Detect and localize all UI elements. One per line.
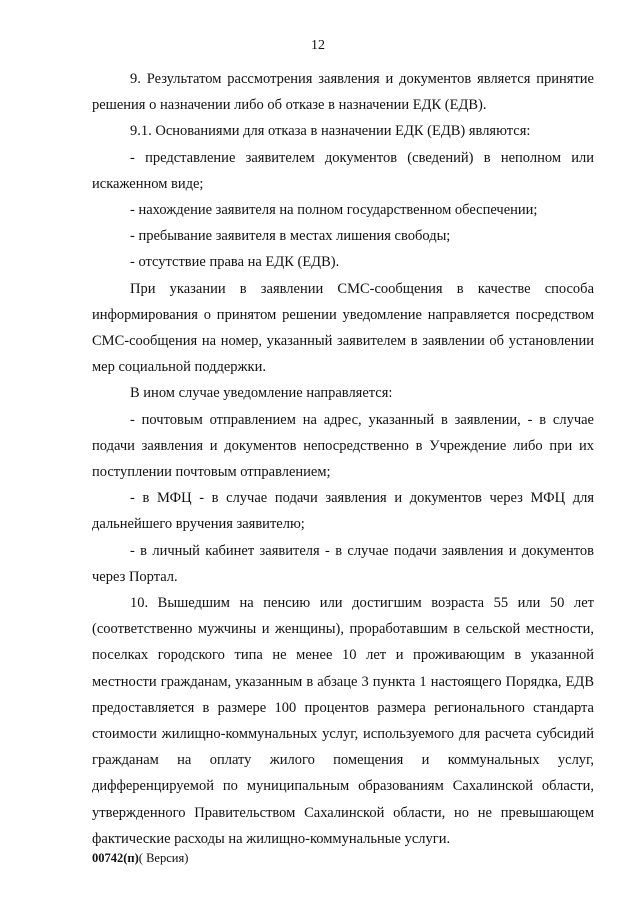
document-body: [92, 66, 594, 852]
list-item-mfc: - в МФЦ - в случае подачи заявления и документов через МФЦ для дальнейшего вручения заявителю;: [92, 490, 594, 533]
list-item-postal: - почтовым отправлением на адрес, указанный в заявлении, - в случае подачи заявления и документов непосредственно в Учреждение либо при их поступлении почтовым отправлением;: [92, 411, 594, 481]
list-item-incomplete-documents: - представление заявителем документов (сведений) в неполном или искаженном виде;: [92, 149, 594, 192]
list-item-state-support: - нахождение заявителя на полном государственном обеспечении;: [130, 202, 538, 219]
paragraph-sms-notification: При указании в заявлении СМС-сообщения в качестве способа информирования о принятом решении уведомление направляется посредством СМС-сообщения на номер, указанный заявителем в заявлении об установлении мер социальной поддержки.: [92, 280, 594, 376]
paragraph-other-notification: В ином случае уведомление направляется:: [130, 385, 393, 402]
document-footer: [92, 851, 188, 866]
page-number: 12: [311, 38, 325, 53]
document-version: ( Версия): [138, 851, 189, 865]
document-code: 00742(п): [92, 851, 139, 865]
list-item-portal: - в личный кабинет заявителя - в случае подачи заявления и документов через Портал.: [92, 542, 594, 585]
list-item-imprisonment: - пребывание заявителя в местах лишения свободы;: [130, 228, 451, 245]
paragraph-10: 10. Вышедшим на пенсию или достигшим возраста 55 или 50 лет (соответственно мужчины и женщины), проработавшим в сельской местности, поселках городского типа не менее 10 лет и проживающим в указанной местности гражданам, указанным в абзаце 3 пункта 1 настоящего Порядка, ЕДВ предоставляется в размере 100 процентов размера регионального стандарта стоимости жилищно-коммунальных услуг, используемого для расчета субсидий гражданам на оплату жилого помещения и коммунальных услуг, дифференцируемой по муниципальным образованиям Сахалинской области, утвержденного Правительством Сахалинской области, но не превышающем фактические расходы на жилищно-коммунальные услуги.: [92, 595, 594, 847]
paragraph-9: 9. Результатом рассмотрения заявления и документов является принятие решения о назначении либо об отказе в назначении ЕДК (ЕДВ).: [92, 71, 594, 114]
list-item-no-right: - отсутствие права на ЕДК (ЕДВ).: [130, 254, 340, 271]
paragraph-9-1: 9.1. Основаниями для отказа в назначении ЕДК (ЕДВ) являются:: [130, 123, 531, 140]
